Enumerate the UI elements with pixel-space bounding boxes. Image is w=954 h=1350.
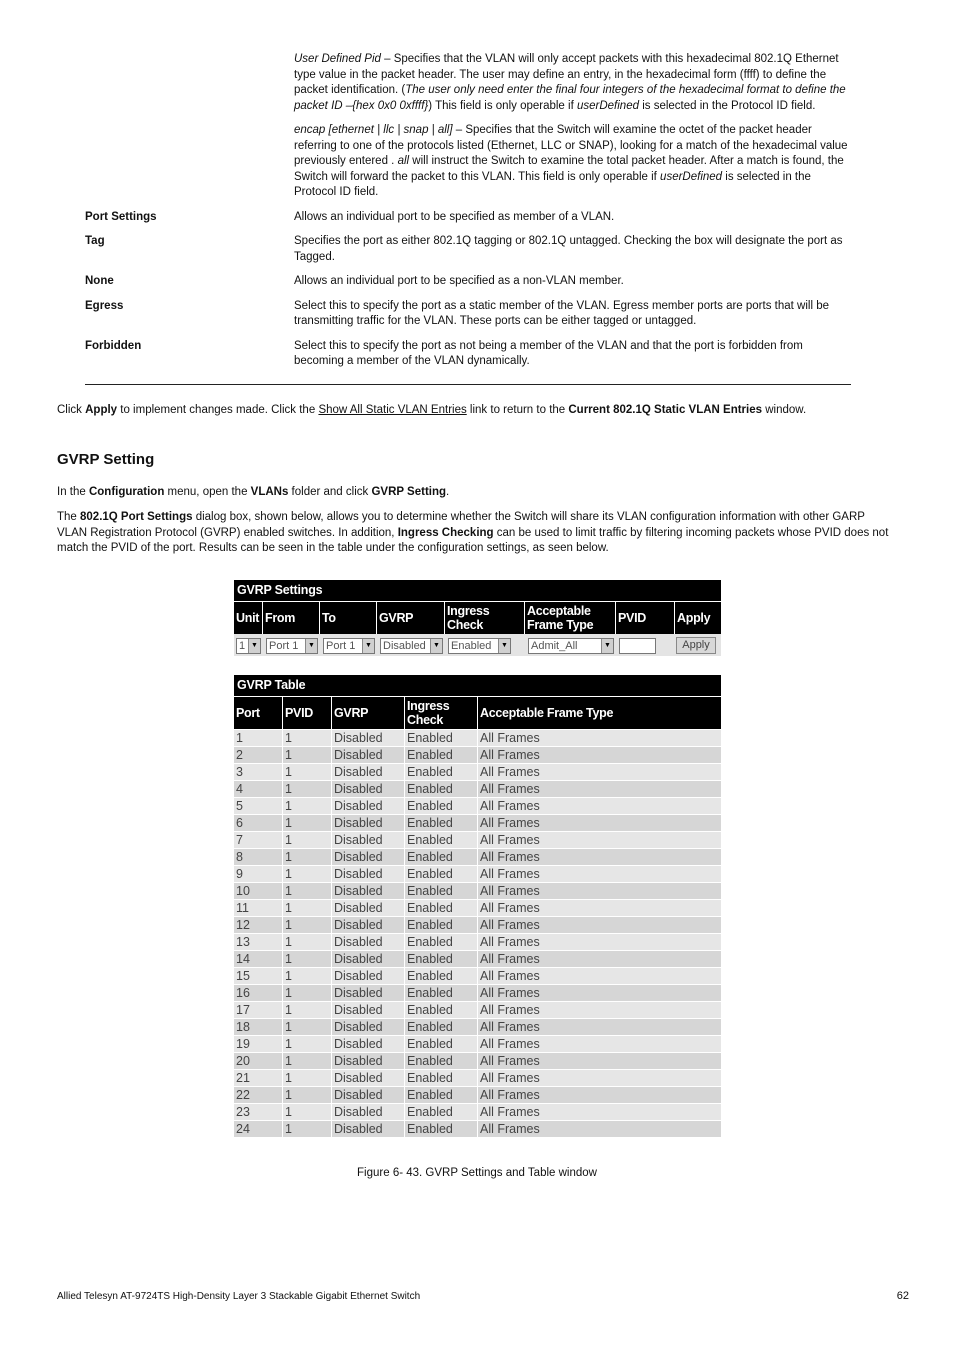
ingress-check-cell: Enabled — [405, 1070, 478, 1086]
to-port-select[interactable]: Port 1 ▼ — [323, 638, 375, 654]
port-cell: 9 — [234, 866, 283, 882]
ingress-check-cell: Enabled — [405, 815, 478, 831]
header-acceptable-frame-type: Acceptable Frame Type — [480, 706, 614, 720]
header-gvrp: GVRP — [377, 602, 445, 634]
port-cell: 23 — [234, 1104, 283, 1120]
apply-instructions: Click Apply to implement changes made. Click the Show All Static VLAN Entries link to return to the Current 802.1Q Static VLAN Entries window. — [57, 404, 807, 416]
gvrp-cell: Disabled — [332, 1019, 405, 1035]
gvrp-cell: Disabled — [332, 900, 405, 916]
page-number: 62 — [896, 1290, 909, 1302]
table-row — [234, 865, 721, 882]
frame-type-cell: All Frames — [478, 832, 721, 848]
frame-type-cell: All Frames — [478, 951, 721, 967]
frame-type-cell: All Frames — [478, 866, 721, 882]
port-cell: 21 — [234, 1070, 283, 1086]
header-pvid: PVID — [283, 697, 332, 729]
ingress-check-cell: Enabled — [405, 917, 478, 933]
ingress-check-cell: Enabled — [405, 832, 478, 848]
definition-term: Tag — [85, 235, 105, 247]
port-cell: 1 — [234, 730, 283, 746]
page-footer: Allied Telesyn AT-9724TS High-Density Layer 3 Stackable Gigabit Ethernet Switch — [57, 1291, 421, 1302]
pvid-cell: 1 — [283, 934, 332, 950]
header-port: Port — [234, 697, 283, 729]
definition-encap: encap [ethernet | llc | snap | all] – Specifies that the Switch will examine the octet of the packet header referring to one of the protocols listed (Ethernet, LLC or SNAP), looking for a match of the hexadecimal value previously entered . all will instruct the Switch to examine the total packet header. After a match is found, the Switch will forward the packet to this VLAN. This field is only operable if userDefined is selected in the Protocol ID field. — [294, 124, 848, 198]
from-port-select[interactable]: Port 1 ▼ — [266, 638, 318, 654]
gvrp-settings-header — [234, 601, 721, 634]
frame-type-cell: All Frames — [478, 1070, 721, 1086]
table-row — [234, 916, 721, 933]
definition-row — [85, 234, 851, 265]
chevron-down-icon: ▼ — [430, 639, 442, 653]
ingress-check-cell: Enabled — [405, 866, 478, 882]
pvid-cell: 1 — [283, 764, 332, 780]
header-ingress-check: Ingress Check — [445, 602, 525, 634]
table-row — [234, 1120, 721, 1137]
ingress-check-cell: Enabled — [405, 934, 478, 950]
port-cell: 16 — [234, 985, 283, 1001]
table-row — [234, 1018, 721, 1035]
section-heading: GVRP Setting — [57, 451, 155, 468]
frame-type-cell: All Frames — [478, 917, 721, 933]
port-cell: 18 — [234, 1019, 283, 1035]
chevron-down-icon: ▼ — [498, 639, 510, 653]
definition-user-defined-pid: User Defined Pid – Specifies that the VLAN will only accept packets with this hexadecimal 802.1Q Ethernet type value in the packet header. The user may define an entry, in the hexadecimal form (ffff) to define the packet identification. (The user only need enter the final four integers of the hexadecimal format to define the packet ID –{hex 0x0 0xffff}) This field is only operable if userDefined is selected in the Protocol ID field. — [294, 53, 846, 112]
frame-type-cell: All Frames — [478, 781, 721, 797]
table-row — [234, 780, 721, 797]
gvrp-cell: Disabled — [332, 1070, 405, 1086]
pvid-cell: 1 — [283, 1070, 332, 1086]
gvrp-cell: Disabled — [332, 917, 405, 933]
frame-type-cell: All Frames — [478, 764, 721, 780]
port-cell: 7 — [234, 832, 283, 848]
ingress-check-cell: Enabled — [405, 985, 478, 1001]
definition-row — [85, 210, 851, 226]
table-row — [234, 1035, 721, 1052]
ingress-check-cell: Enabled — [405, 1104, 478, 1120]
ingress-check-cell: Enabled — [405, 1019, 478, 1035]
gvrp-description: The 802.1Q Port Settings dialog box, shown below, allows you to determine whether the Switch will share its VLAN configuration information with other GARP VLAN Registration Protocol (GVRP) enabled switches. In addition, Ingress Checking can be used to limit traffic by filtering incoming packets whose PVID does not match the PVID of the port. Results can be seen in the table under the configuration settings, as seen below. — [57, 511, 889, 554]
definition-term: Egress — [85, 299, 124, 312]
definition-term: Port Settings — [85, 210, 157, 223]
frame-type-cell: All Frames — [478, 900, 721, 916]
definition-description: Allows an individual port to be specified as member of a VLAN. — [294, 210, 615, 223]
table-row — [234, 899, 721, 916]
ingress-check-cell: Enabled — [405, 747, 478, 763]
gvrp-cell: Disabled — [332, 1002, 405, 1018]
frame-type-cell: All Frames — [478, 1121, 721, 1137]
definition-description: Select this to specify the port as not being a member of the VLAN and that the port is forbidden from becoming a member of the VLAN dynamically. — [294, 339, 803, 367]
table-row — [234, 984, 721, 1001]
gvrp-table-body — [234, 729, 721, 1137]
frame-type-select[interactable]: Admit_All ▼ — [528, 638, 614, 654]
definition-row — [85, 274, 851, 290]
port-cell: 8 — [234, 849, 283, 865]
ingress-check-cell: Enabled — [405, 1087, 478, 1103]
port-cell: 15 — [234, 968, 283, 984]
ingress-check-cell: Enabled — [405, 730, 478, 746]
gvrp-settings-controls — [234, 634, 721, 656]
frame-type-cell: All Frames — [478, 1087, 721, 1103]
port-cell: 14 — [234, 951, 283, 967]
port-cell: 10 — [234, 883, 283, 899]
table-row — [234, 1086, 721, 1103]
gvrp-cell: Disabled — [332, 815, 405, 831]
header-from: From — [263, 602, 320, 634]
gvrp-cell: Disabled — [332, 798, 405, 814]
ingress-check-cell: Enabled — [405, 1053, 478, 1069]
pvid-cell: 1 — [283, 883, 332, 899]
port-cell: 20 — [234, 1053, 283, 1069]
port-cell: 19 — [234, 1036, 283, 1052]
gvrp-cell: Disabled — [332, 1087, 405, 1103]
gvrp-cell: Disabled — [332, 968, 405, 984]
gvrp-cell: Disabled — [332, 1036, 405, 1052]
frame-type-cell: All Frames — [478, 798, 721, 814]
port-cell: 3 — [234, 764, 283, 780]
table-row — [234, 1103, 721, 1120]
gvrp-settings-title: GVRP Settings — [234, 580, 721, 601]
pvid-cell: 1 — [283, 747, 332, 763]
frame-type-cell: All Frames — [478, 730, 721, 746]
gvrp-select[interactable]: Disabled ▼ — [380, 638, 443, 654]
pvid-cell: 1 — [283, 1019, 332, 1035]
unit-select[interactable]: 1 ▼ — [236, 638, 261, 654]
ingress-check-cell: Enabled — [405, 1121, 478, 1137]
definition-description: Select this to specify the port as a static member of the VLAN. Egress member ports are ports that will be transmitting traffic for the VLAN. These ports can be either tagged or untagged. — [294, 299, 829, 327]
frame-type-cell: All Frames — [478, 934, 721, 950]
gvrp-cell: Disabled — [332, 849, 405, 865]
gvrp-table-title: GVRP Table — [234, 675, 721, 696]
definition-description: Specifies the port as either 802.1Q tagging or 802.1Q untagged. Checking the box will designate the port as Tagged. — [294, 235, 843, 263]
frame-type-cell: All Frames — [478, 985, 721, 1001]
table-row — [234, 950, 721, 967]
ingress-check-cell: Enabled — [405, 781, 478, 797]
gvrp-cell: Disabled — [332, 832, 405, 848]
port-cell: 4 — [234, 781, 283, 797]
pvid-cell: 1 — [283, 730, 332, 746]
table-row — [234, 746, 721, 763]
pvid-cell: 1 — [283, 985, 332, 1001]
pvid-cell: 1 — [283, 1036, 332, 1052]
table-row — [234, 967, 721, 984]
table-row — [234, 797, 721, 814]
pvid-cell: 1 — [283, 917, 332, 933]
header-acceptable-frame-type: Acceptable Frame Type — [525, 602, 616, 634]
header-pvid: PVID — [616, 602, 675, 634]
table-row — [234, 933, 721, 950]
gvrp-cell: Disabled — [332, 1053, 405, 1069]
ingress-check-cell: Enabled — [405, 951, 478, 967]
frame-type-cell: All Frames — [478, 1104, 721, 1120]
gvrp-cell: Disabled — [332, 883, 405, 899]
table-row — [234, 729, 721, 746]
pvid-cell: 1 — [283, 866, 332, 882]
pvid-cell: 1 — [283, 1053, 332, 1069]
apply-button[interactable]: Apply — [676, 637, 716, 654]
pvid-cell: 1 — [283, 1087, 332, 1103]
header-ingress-check: Ingress Check — [405, 697, 478, 729]
ingress-check-cell: Enabled — [405, 968, 478, 984]
pvid-cell: 1 — [283, 815, 332, 831]
port-cell: 13 — [234, 934, 283, 950]
pvid-cell: 1 — [283, 798, 332, 814]
table-row — [234, 1001, 721, 1018]
frame-type-cell: All Frames — [478, 968, 721, 984]
definition-continuation — [85, 52, 851, 201]
chevron-down-icon: ▼ — [362, 639, 374, 653]
gvrp-cell: Disabled — [332, 764, 405, 780]
frame-type-cell: All Frames — [478, 1053, 721, 1069]
ingress-check-cell: Enabled — [405, 849, 478, 865]
port-cell: 5 — [234, 798, 283, 814]
table-row — [234, 882, 721, 899]
definition-row — [85, 299, 851, 330]
ingress-check-cell: Enabled — [405, 1036, 478, 1052]
table-row — [234, 763, 721, 780]
pvid-cell: 1 — [283, 1121, 332, 1137]
definition-description: Allows an individual port to be specified as a non-VLAN member. — [294, 275, 624, 287]
gvrp-cell: Disabled — [332, 951, 405, 967]
port-cell: 12 — [234, 917, 283, 933]
pvid-cell: 1 — [283, 1002, 332, 1018]
gvrp-table-header — [234, 696, 721, 729]
chevron-down-icon: ▼ — [248, 639, 260, 653]
port-cell: 22 — [234, 1087, 283, 1103]
gvrp-table-panel — [234, 675, 721, 1137]
port-cell: 6 — [234, 815, 283, 831]
port-cell: 2 — [234, 747, 283, 763]
header-to: To — [320, 602, 377, 634]
gvrp-cell: Disabled — [332, 781, 405, 797]
menu-instructions: In the Configuration menu, open the VLANs folder and click GVRP Setting. — [57, 486, 450, 498]
show-all-static-vlan-link[interactable]: Show All Static VLAN Entries — [318, 404, 467, 416]
frame-type-cell: All Frames — [478, 1036, 721, 1052]
chevron-down-icon: ▼ — [305, 639, 317, 653]
table-row — [234, 1069, 721, 1086]
header-gvrp: GVRP — [332, 697, 405, 729]
ingress-check-cell: Enabled — [405, 764, 478, 780]
table-row — [234, 848, 721, 865]
port-cell: 11 — [234, 900, 283, 916]
pvid-cell: 1 — [283, 781, 332, 797]
frame-type-cell: All Frames — [478, 849, 721, 865]
ingress-check-cell: Enabled — [405, 1002, 478, 1018]
table-row — [234, 831, 721, 848]
ingress-check-cell: Enabled — [405, 798, 478, 814]
gvrp-cell: Disabled — [332, 866, 405, 882]
ingress-check-cell: Enabled — [405, 900, 478, 916]
gvrp-cell: Disabled — [332, 934, 405, 950]
definition-table — [85, 52, 851, 385]
gvrp-cell: Disabled — [332, 1121, 405, 1137]
table-row — [234, 814, 721, 831]
frame-type-cell: All Frames — [478, 883, 721, 899]
pvid-cell: 1 — [283, 900, 332, 916]
header-apply: Apply — [677, 611, 711, 625]
pvid-cell: 1 — [283, 832, 332, 848]
chevron-down-icon: ▼ — [601, 639, 613, 653]
port-cell: 24 — [234, 1121, 283, 1137]
pvid-cell: 1 — [283, 951, 332, 967]
frame-type-cell: All Frames — [478, 815, 721, 831]
gvrp-cell: Disabled — [332, 730, 405, 746]
pvid-cell: 1 — [283, 1104, 332, 1120]
definition-row — [85, 339, 851, 370]
ingress-check-cell: Enabled — [405, 883, 478, 899]
gvrp-cell: Disabled — [332, 985, 405, 1001]
definition-term: None — [85, 275, 114, 287]
pvid-cell: 1 — [283, 849, 332, 865]
table-row — [234, 1052, 721, 1069]
gvrp-settings-panel — [234, 580, 721, 656]
definition-term: Forbidden — [85, 339, 142, 352]
pvid-input[interactable] — [619, 638, 656, 654]
figure-caption: Figure 6- 43. GVRP Settings and Table window — [357, 1167, 597, 1179]
frame-type-cell: All Frames — [478, 1002, 721, 1018]
port-cell: 17 — [234, 1002, 283, 1018]
header-unit: Unit — [234, 602, 263, 634]
gvrp-cell: Disabled — [332, 1104, 405, 1120]
pvid-cell: 1 — [283, 968, 332, 984]
gvrp-cell: Disabled — [332, 747, 405, 763]
frame-type-cell: All Frames — [478, 1019, 721, 1035]
ingress-check-select[interactable]: Enabled ▼ — [448, 638, 511, 654]
frame-type-cell: All Frames — [478, 747, 721, 763]
